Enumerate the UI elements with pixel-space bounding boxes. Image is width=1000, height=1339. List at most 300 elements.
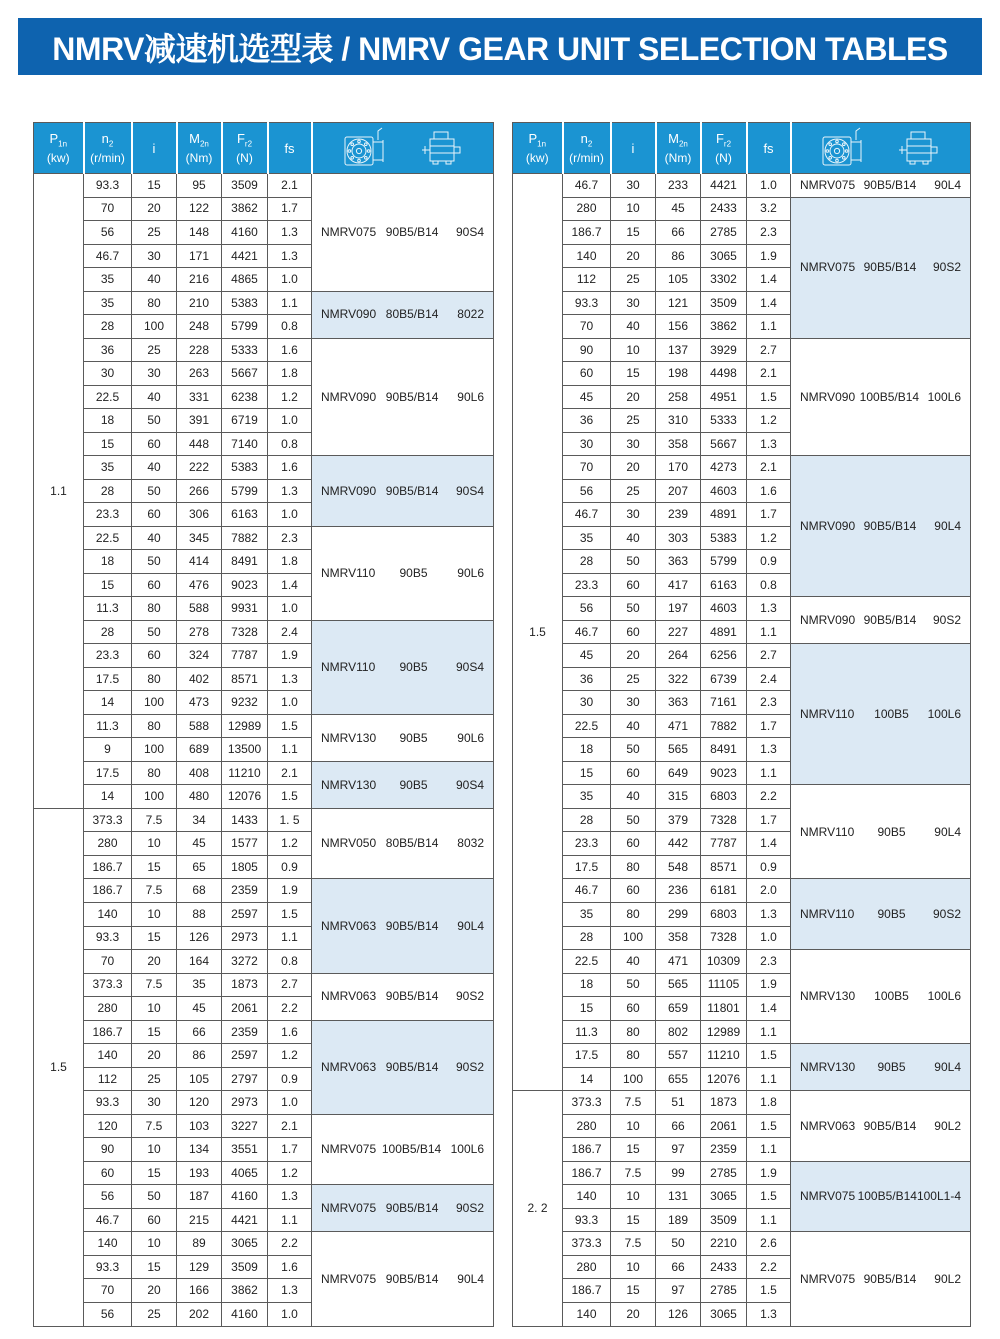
cell-n2: 46.7 [563, 503, 611, 527]
model-name: NMRV075 [800, 1189, 856, 1204]
cell-fr2: 11210 [222, 761, 268, 785]
model-cell [791, 456, 971, 597]
cell-i: 10 [132, 832, 177, 856]
cell-m2n: 689 [177, 738, 222, 762]
cell-fs: 1.9 [747, 1161, 791, 1185]
cell-m2n: 86 [177, 1044, 222, 1068]
table-row [34, 1020, 494, 1044]
cell-n2: 18 [84, 409, 132, 433]
cell-m2n: 105 [177, 1067, 222, 1091]
cell-fs: 2.2 [268, 997, 312, 1021]
cell-n2: 15 [84, 432, 132, 456]
model-cell [312, 761, 494, 808]
cell-fs: 1.0 [268, 409, 312, 433]
cell-m2n: 137 [656, 338, 701, 362]
cell-i: 20 [611, 385, 656, 409]
cell-fr2: 11210 [701, 1044, 747, 1068]
cell-m2n: 207 [656, 479, 701, 503]
cell-fs: 1.0 [268, 1091, 312, 1115]
cell-fr2: 4603 [701, 479, 747, 503]
cell-n2: 18 [563, 973, 611, 997]
cell-i: 80 [132, 667, 177, 691]
cell-n2: 28 [563, 926, 611, 950]
cell-i: 80 [611, 1020, 656, 1044]
cell-fs: 0.8 [268, 315, 312, 339]
cell-n2: 46.7 [84, 1208, 132, 1232]
cell-i: 25 [611, 667, 656, 691]
cell-n2: 22.5 [84, 385, 132, 409]
model-name: NMRV075 [321, 1142, 377, 1157]
cell-fs: 2.2 [268, 1232, 312, 1256]
cell-n2: 14 [84, 785, 132, 809]
table-header [34, 123, 494, 174]
model-name: NMRV075 [800, 1271, 856, 1286]
cell-m2n: 363 [656, 550, 701, 574]
cell-i: 60 [132, 644, 177, 668]
cell-fs: 1.0 [268, 1302, 312, 1326]
model-cell [791, 597, 971, 644]
table-row [34, 714, 494, 738]
cell-m2n: 51 [656, 1091, 701, 1115]
cell-fr2: 7328 [701, 926, 747, 950]
col-header-n2: $n_2$ (r/min) [563, 123, 611, 174]
cell-m2n: 476 [177, 573, 222, 597]
cell-i: 80 [132, 291, 177, 315]
cell-fr2: 9232 [222, 691, 268, 715]
cell-fs: 1.5 [747, 1185, 791, 1209]
motor-size: 90L4 [457, 918, 484, 933]
cell-m2n: 99 [656, 1161, 701, 1185]
cell-m2n: 189 [656, 1208, 701, 1232]
power-cell: 2. 2 [513, 1091, 563, 1327]
cell-fs: 1.8 [268, 550, 312, 574]
cell-fr2: 6181 [701, 879, 747, 903]
cell-i: 25 [611, 268, 656, 292]
cell-i: 10 [132, 997, 177, 1021]
table-row [513, 197, 971, 221]
cell-m2n: 89 [177, 1232, 222, 1256]
cell-n2: 18 [563, 738, 611, 762]
cell-m2n: 228 [177, 338, 222, 362]
flange-size: 80B5/B14 [385, 836, 439, 851]
cell-m2n: 471 [656, 714, 701, 738]
flange-size: 90B5/B14 [385, 989, 439, 1004]
motor-size: 90L6 [457, 730, 484, 745]
flange-size: 100B5 [874, 989, 909, 1004]
page-title: NMRV减速机选型表 / NMRV GEAR UNIT SELECTION TABLES [52, 30, 948, 67]
table-row [34, 761, 494, 785]
flange-size: 100B5 [874, 707, 909, 722]
motor-size: 90S2 [455, 1200, 484, 1215]
cell-fr2: 3065 [701, 1302, 747, 1326]
motor-icon [420, 127, 464, 169]
flange-size: 90B5 [399, 660, 428, 675]
cell-m2n: 655 [656, 1067, 701, 1091]
cell-fs: 1.1 [747, 620, 791, 644]
cell-m2n: 471 [656, 950, 701, 974]
cell-m2n: 193 [177, 1161, 222, 1185]
cell-i: 100 [611, 926, 656, 950]
cell-i: 30 [611, 174, 656, 198]
cell-n2: 186.7 [563, 221, 611, 245]
worm-gearbox-icon [342, 127, 390, 169]
cell-i: 7.5 [132, 1114, 177, 1138]
cell-i: 20 [611, 644, 656, 668]
cell-m2n: 66 [656, 221, 701, 245]
cell-i: 30 [611, 291, 656, 315]
cell-fs: 1.7 [747, 503, 791, 527]
cell-n2: 35 [563, 526, 611, 550]
cell-m2n: 129 [177, 1255, 222, 1279]
cell-fr2: 7787 [222, 644, 268, 668]
cell-fs: 0.8 [747, 573, 791, 597]
cell-fs: 2.1 [268, 174, 312, 198]
cell-fs: 1.2 [747, 409, 791, 433]
cell-fs: 2.1 [268, 1114, 312, 1138]
cell-i: 10 [132, 1232, 177, 1256]
cell-i: 10 [611, 338, 656, 362]
table-row [513, 456, 971, 480]
cell-fr2: 2359 [701, 1138, 747, 1162]
flange-size: 90B5 [877, 1059, 906, 1074]
cell-fr2: 8491 [222, 550, 268, 574]
cell-fr2: 7328 [701, 808, 747, 832]
motor-size: 90S4 [455, 660, 484, 675]
cell-m2n: 363 [656, 691, 701, 715]
cell-fr2: 5799 [222, 315, 268, 339]
cell-m2n: 264 [656, 644, 701, 668]
cell-fr2: 4160 [222, 1185, 268, 1209]
cell-i: 15 [132, 855, 177, 879]
cell-fr2: 11801 [701, 997, 747, 1021]
flange-size: 90B5 [399, 565, 428, 580]
flange-size: 90B5/B14 [863, 518, 917, 533]
cell-n2: 28 [563, 808, 611, 832]
cell-fr2: 4421 [222, 1208, 268, 1232]
motor-size: 90S4 [455, 483, 484, 498]
cell-n2: 28 [84, 620, 132, 644]
cell-i: 60 [132, 503, 177, 527]
cell-fr2: 3929 [701, 338, 747, 362]
cell-fs: 1.3 [747, 738, 791, 762]
cell-fr2: 1873 [701, 1091, 747, 1115]
cell-n2: 70 [84, 197, 132, 221]
cell-fr2: 2785 [701, 221, 747, 245]
cell-m2n: 345 [177, 526, 222, 550]
cell-i: 7.5 [132, 973, 177, 997]
cell-n2: 93.3 [84, 1091, 132, 1115]
cell-m2n: 448 [177, 432, 222, 456]
cell-i: 25 [132, 1067, 177, 1091]
cell-fs: 1.3 [268, 244, 312, 268]
cell-m2n: 121 [656, 291, 701, 315]
cell-i: 50 [611, 550, 656, 574]
cell-fr2: 12076 [701, 1067, 747, 1091]
cell-fr2: 3065 [701, 244, 747, 268]
cell-fr2: 1577 [222, 832, 268, 856]
cell-n2: 15 [84, 573, 132, 597]
cell-fr2: 5333 [222, 338, 268, 362]
power-cell: 1.1 [34, 174, 84, 809]
cell-n2: 17.5 [84, 761, 132, 785]
cell-n2: 14 [563, 1067, 611, 1091]
cell-m2n: 45 [656, 197, 701, 221]
table-row [513, 785, 971, 809]
flange-size: 90B5/B14 [385, 918, 439, 933]
cell-n2: 45 [563, 644, 611, 668]
cell-m2n: 35 [177, 973, 222, 997]
cell-i: 60 [611, 879, 656, 903]
cell-n2: 280 [563, 197, 611, 221]
model-cell [312, 879, 494, 973]
cell-n2: 22.5 [563, 714, 611, 738]
cell-n2: 140 [563, 1185, 611, 1209]
cell-fr2: 7787 [701, 832, 747, 856]
cell-fr2: 4891 [701, 503, 747, 527]
cell-fs: 1.5 [747, 385, 791, 409]
cell-n2: 22.5 [84, 526, 132, 550]
cell-m2n: 565 [656, 738, 701, 762]
cell-fr2: 3862 [222, 1279, 268, 1303]
cell-m2n: 303 [656, 526, 701, 550]
motor-size: 90L4 [457, 1271, 484, 1286]
cell-n2: 9 [84, 738, 132, 762]
cell-i: 15 [611, 1279, 656, 1303]
cell-fr2: 3509 [701, 1208, 747, 1232]
cell-fs: 1.3 [747, 1302, 791, 1326]
cell-fs: 0.9 [747, 855, 791, 879]
cell-fr2: 3862 [701, 315, 747, 339]
cell-m2n: 171 [177, 244, 222, 268]
cell-m2n: 379 [656, 808, 701, 832]
cell-m2n: 97 [656, 1279, 701, 1303]
cell-fs: 2.3 [747, 691, 791, 715]
cell-fs: 1.1 [268, 291, 312, 315]
cell-fr2: 2797 [222, 1067, 268, 1091]
cell-n2: 60 [563, 362, 611, 386]
cell-fr2: 5799 [222, 479, 268, 503]
cell-m2n: 408 [177, 761, 222, 785]
model-cell [791, 1232, 971, 1327]
cell-m2n: 65 [177, 855, 222, 879]
cell-fr2: 2973 [222, 1091, 268, 1115]
cell-fr2: 7882 [701, 714, 747, 738]
cell-m2n: 417 [656, 573, 701, 597]
col-header-p1n: $P_{1n}$ (kw) [513, 123, 563, 174]
table-row [34, 1185, 494, 1209]
cell-n2: 36 [563, 409, 611, 433]
cell-n2: 28 [84, 315, 132, 339]
cell-m2n: 95 [177, 174, 222, 198]
model-cell [312, 1020, 494, 1114]
cell-m2n: 588 [177, 597, 222, 621]
cell-fs: 1.6 [268, 456, 312, 480]
cell-i: 50 [611, 738, 656, 762]
model-cell [312, 291, 494, 338]
cell-n2: 36 [84, 338, 132, 362]
cell-m2n: 480 [177, 785, 222, 809]
cell-fs: 1.3 [268, 1185, 312, 1209]
cell-fs: 1.7 [268, 197, 312, 221]
cell-n2: 56 [84, 1185, 132, 1209]
cell-n2: 60 [84, 1161, 132, 1185]
cell-i: 100 [132, 691, 177, 715]
cell-fr2: 4891 [701, 620, 747, 644]
cell-n2: 140 [84, 902, 132, 926]
cell-fr2: 2785 [701, 1161, 747, 1185]
cell-m2n: 97 [656, 1138, 701, 1162]
model-cell [312, 526, 494, 620]
cell-fr2: 2210 [701, 1232, 747, 1256]
col-header-m2n: $M_{2n}$ (Nm) [177, 123, 222, 174]
model-name: NMRV130 [321, 777, 377, 792]
flange-size: 90B5/B14 [385, 1200, 439, 1215]
cell-m2n: 131 [656, 1185, 701, 1209]
cell-i: 60 [132, 432, 177, 456]
table-row [34, 526, 494, 550]
cell-fs: 1.4 [268, 573, 312, 597]
cell-m2n: 266 [177, 479, 222, 503]
cell-n2: 90 [84, 1138, 132, 1162]
cell-m2n: 306 [177, 503, 222, 527]
cell-m2n: 402 [177, 667, 222, 691]
cell-i: 60 [132, 573, 177, 597]
table-row [34, 174, 494, 198]
col-header-fs: fs [747, 123, 791, 174]
cell-i: 20 [132, 197, 177, 221]
cell-i: 7.5 [132, 879, 177, 903]
model-cell [791, 1091, 971, 1162]
cell-fr2: 6238 [222, 385, 268, 409]
cell-m2n: 210 [177, 291, 222, 315]
cell-n2: 30 [84, 362, 132, 386]
cell-fs: 1.9 [268, 644, 312, 668]
cell-fr2: 6163 [222, 503, 268, 527]
model-name: NMRV090 [800, 389, 856, 404]
cell-fs: 2.6 [747, 1232, 791, 1256]
cell-i: 7.5 [611, 1091, 656, 1115]
cell-fr2: 6163 [701, 573, 747, 597]
model-name: NMRV090 [321, 483, 377, 498]
cell-m2n: 322 [656, 667, 701, 691]
cell-fs: 0.9 [268, 1067, 312, 1091]
power-cell: 1.5 [34, 808, 84, 1326]
cell-i: 30 [132, 1091, 177, 1115]
model-name: NMRV090 [321, 307, 377, 322]
flange-size: 90B5/B14 [385, 1271, 439, 1286]
model-cell [312, 1114, 494, 1185]
col-header-p1n: $P_{1n}$ (kw) [34, 123, 84, 174]
cell-fs: 1.1 [747, 1067, 791, 1091]
cell-i: 10 [132, 902, 177, 926]
cell-fr2: 8571 [701, 855, 747, 879]
cell-i: 10 [611, 1185, 656, 1209]
model-cell [312, 338, 494, 456]
cell-fr2: 3509 [222, 174, 268, 198]
flange-size: 90B5 [877, 906, 906, 921]
model-name: NMRV090 [321, 389, 377, 404]
cell-n2: 373.3 [563, 1232, 611, 1256]
cell-fs: 1.9 [747, 244, 791, 268]
cell-fr2: 3227 [222, 1114, 268, 1138]
selection-table-left [33, 122, 494, 1327]
cell-fs: 1.0 [747, 926, 791, 950]
table-row [513, 338, 971, 362]
model-name: NMRV063 [321, 1059, 377, 1074]
cell-i: 100 [132, 785, 177, 809]
cell-n2: 140 [563, 244, 611, 268]
cell-m2n: 548 [656, 855, 701, 879]
cell-m2n: 34 [177, 808, 222, 832]
cell-fr2: 5383 [222, 291, 268, 315]
cell-fs: 1.5 [268, 902, 312, 926]
model-cell [312, 456, 494, 527]
cell-n2: 280 [563, 1255, 611, 1279]
cell-i: 15 [611, 1208, 656, 1232]
cell-fr2: 3509 [222, 1255, 268, 1279]
cell-n2: 70 [84, 1279, 132, 1303]
table-row [513, 950, 971, 974]
motor-size: 90L6 [457, 565, 484, 580]
model-cell [791, 197, 971, 338]
table-row [513, 1232, 971, 1256]
cell-m2n: 565 [656, 973, 701, 997]
cell-n2: 56 [563, 479, 611, 503]
cell-fr2: 4951 [701, 385, 747, 409]
cell-i: 20 [611, 456, 656, 480]
cell-m2n: 215 [177, 1208, 222, 1232]
model-cell [791, 644, 971, 785]
cell-n2: 373.3 [84, 808, 132, 832]
table-row [513, 1161, 971, 1185]
cell-n2: 140 [563, 1302, 611, 1326]
cell-i: 40 [611, 526, 656, 550]
model-name: NMRV130 [321, 730, 377, 745]
cell-n2: 17.5 [563, 855, 611, 879]
motor-size: 100L6 [927, 707, 961, 722]
model-name: NMRV075 [800, 177, 856, 192]
cell-fs: 2.4 [747, 667, 791, 691]
flange-size: 90B5 [877, 824, 906, 839]
cell-i: 60 [611, 620, 656, 644]
worm-gearbox-icon [820, 127, 868, 169]
cell-m2n: 263 [177, 362, 222, 386]
cell-n2: 186.7 [84, 1020, 132, 1044]
cell-n2: 11.3 [563, 1020, 611, 1044]
cell-i: 15 [611, 1138, 656, 1162]
cell-i: 50 [132, 550, 177, 574]
col-header-fr2: $F_{r2}$ (N) [222, 123, 268, 174]
model-column-header [791, 123, 971, 174]
cell-n2: 112 [563, 268, 611, 292]
cell-m2n: 126 [177, 926, 222, 950]
table-header [513, 123, 971, 174]
cell-m2n: 414 [177, 550, 222, 574]
cell-n2: 28 [563, 550, 611, 574]
table-row [34, 1232, 494, 1256]
cell-n2: 35 [563, 785, 611, 809]
cell-fs: 1.4 [747, 291, 791, 315]
cell-fs: 2.3 [268, 526, 312, 550]
cell-n2: 140 [84, 1232, 132, 1256]
cell-m2n: 120 [177, 1091, 222, 1115]
motor-size: 90L4 [934, 1059, 961, 1074]
col-header-fr2: $F_{r2}$ (N) [701, 123, 747, 174]
cell-fs: 0.9 [747, 550, 791, 574]
model-name: NMRV075 [321, 224, 377, 239]
model-cell [791, 785, 971, 879]
cell-fr2: 9023 [701, 761, 747, 785]
